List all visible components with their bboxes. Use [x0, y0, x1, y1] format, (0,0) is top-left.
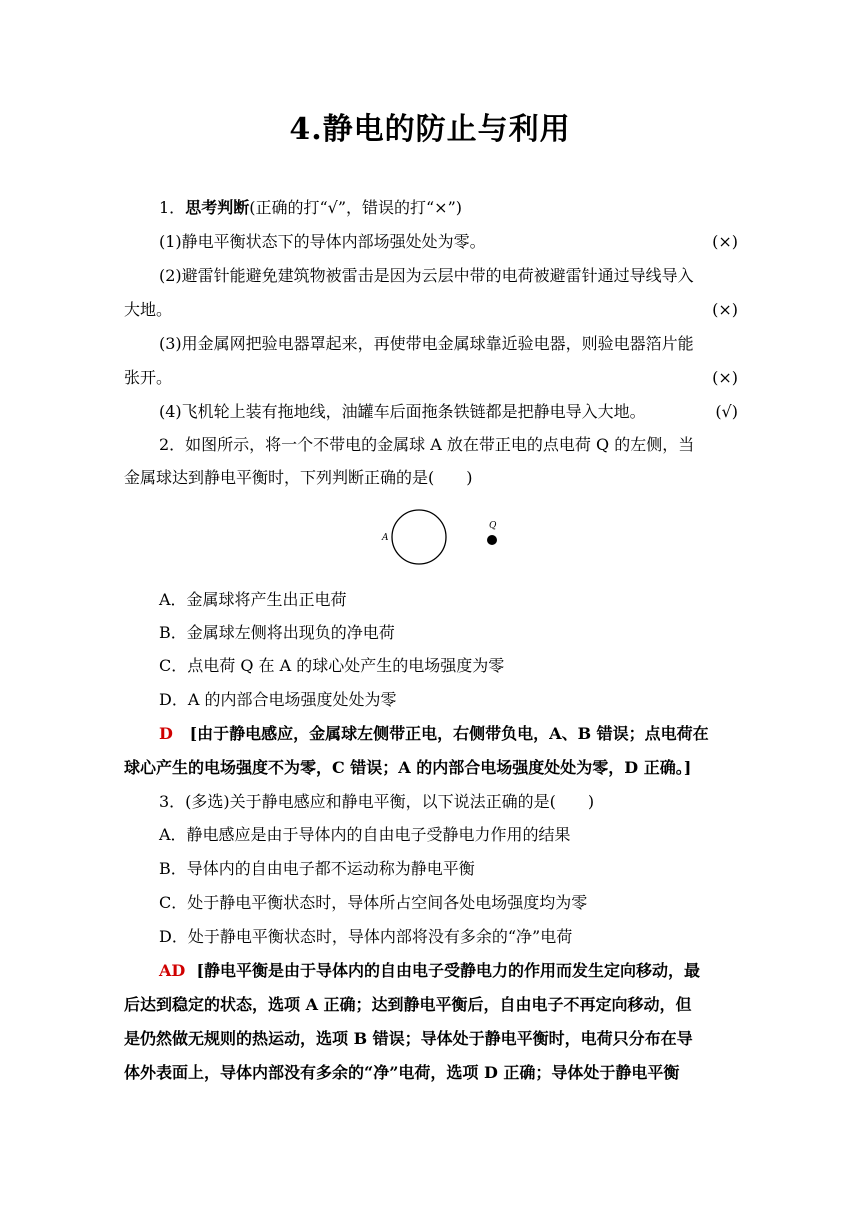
q1-number: 1．: [159, 198, 186, 217]
q3-explain-2: 后达到稳定的状态，选项 A 正确；达到静电平衡后，自由电子不再定向移动，但: [124, 995, 692, 1014]
q1-heading-bold: 思考判断: [185, 198, 250, 217]
label-a: A: [382, 533, 389, 543]
q2-stem-line1: 2．如图所示，将一个不带电的金属球 A 放在带正电的点电荷 Q 的左侧，当: [159, 435, 695, 454]
q1-item-4-mark: (√): [715, 402, 738, 421]
q2-answer-key: D: [159, 724, 173, 743]
q3-option-b: B．导体内的自由电子都不运动称为静电平衡: [159, 859, 475, 878]
q2-option-d: D．A 的内部合电场强度处处为零: [159, 690, 397, 709]
q1-item-4: (4)飞机轮上装有拖地线，油罐车后面拖条铁链都是把静电导入大地。: [159, 402, 646, 421]
q2-option-a: A．金属球将产生出正电荷: [159, 590, 347, 609]
q3-option-d: D．处于静电平衡状态时，导体内部将没有多余的“净”电荷: [159, 927, 573, 946]
q2-answer-line1: [159, 723, 738, 745]
q3-explain-3: 是仍然做无规则的热运动，选项 B 错误；导体处于静电平衡时，电荷只分布在导: [124, 1029, 693, 1048]
point-charge-q: [487, 535, 497, 545]
label-q: Q: [489, 521, 497, 531]
q1-item-1: [159, 231, 738, 253]
q3-option-c: C．处于静电平衡状态时，导体所占空间各处电场强度均为零: [159, 893, 588, 912]
q3-answer-key: AD: [159, 961, 186, 980]
metal-sphere-a: [392, 510, 446, 564]
q3-answer-line1: [159, 960, 738, 982]
page-title: 4.静电的防止与利用: [289, 112, 571, 147]
q2-figure-svg: [370, 502, 510, 572]
q2-stem-line2: 金属球达到静电平衡时，下列判断正确的是( ): [124, 468, 473, 487]
q1-heading: [159, 197, 738, 219]
q3-stem: 3．(多选)关于静电感应和静电平衡，以下说法正确的是( ): [159, 792, 595, 811]
q2-explain-1: [由于静电感应，金属球左侧带正电，右侧带负电，A、B 错误；点电荷在: [189, 724, 709, 743]
q3-option-a: A．静电感应是由于导体内的自由电子受静电力作用的结果: [159, 825, 571, 844]
q2-option-b: B．金属球左侧将出现负的净电荷: [159, 623, 395, 642]
q1-heading-rest: (正确的打“√”，错误的打“×”): [249, 198, 463, 217]
q1-item-3-line1: (3)用金属网把验电器罩起来，再使带电金属球靠近验电器，则验电器箔片能: [159, 334, 694, 353]
q3-explain-1: [静电平衡是由于导体内的自由电子受静电力的作用而发生定向移动，最: [196, 961, 701, 980]
q1-item-2-line1: (2)避雷针能避免建筑物被雷击是因为云层中带的电荷被避雷针通过导线导入: [159, 266, 694, 285]
q1-item-1-text: (1)静电平衡状态下的导体内部场强处处为零。: [159, 232, 486, 251]
q2-option-c: C．点电荷 Q 在 A 的球心处产生的电场强度为零: [159, 656, 505, 675]
q1-item-3-line2: 张开。: [124, 368, 173, 387]
q1-item-2-line2: 大地。: [124, 300, 173, 319]
q1-item-2-mark: (×): [712, 300, 738, 319]
q1-item-1-mark: (×): [712, 232, 738, 251]
q2-figure: [370, 502, 510, 572]
q3-explain-4: 体外表面上，导体内部没有多余的“净”电荷，选项 D 正确；导体处于静电平衡: [124, 1063, 680, 1082]
q1-item-3-mark: (×): [712, 368, 738, 387]
q2-explain-2: 球心产生的电场强度不为零，C 错误；A 的内部合电场强度处处为零，D 正确。]: [124, 758, 692, 777]
